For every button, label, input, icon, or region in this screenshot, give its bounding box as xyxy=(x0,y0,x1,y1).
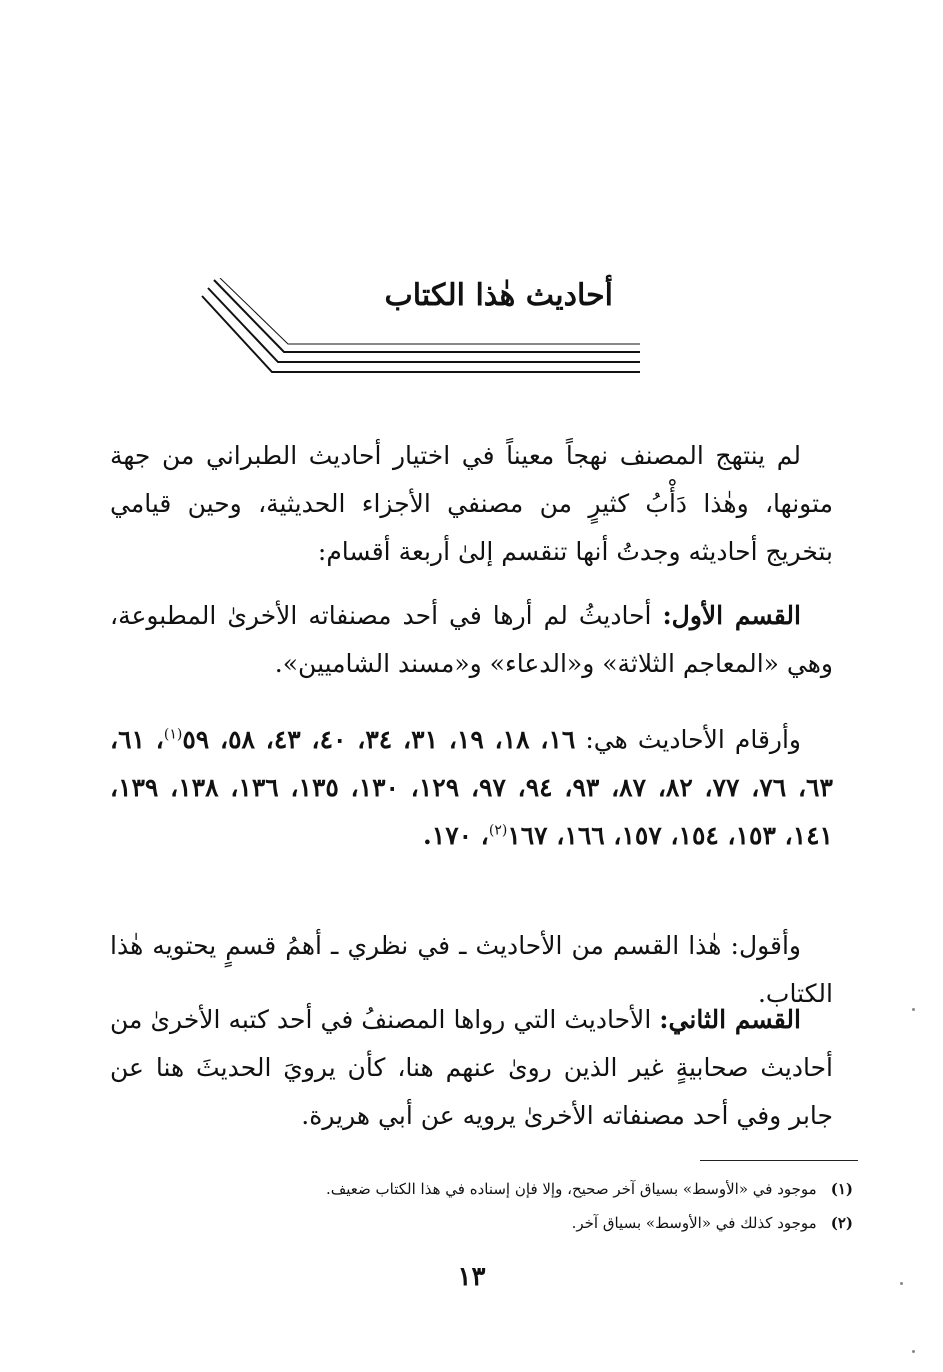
hadith-numbers-list-b: ، ٦١، ٦٣، ٧٦، ٧٧، ٨٢، ٨٧، ٩٣، ٩٤، ٩٧، ١٢٩، ١٣٠، ١٣٥، ١٣٦، ١٣٨، ١٣٩، ١٤١، ١٥٣، ١٥٤، ١٥٧، ١٦٦، ١٦٧ xyxy=(110,725,833,850)
paragraph-hadith-numbers xyxy=(110,716,833,860)
page-number: ١٣ xyxy=(457,1262,486,1292)
footnote-2-marker: (٢) xyxy=(830,1214,853,1232)
footnote-separator xyxy=(700,1160,858,1161)
paragraph-intro xyxy=(110,432,833,576)
footnote-1 xyxy=(150,1172,853,1206)
footnote-1-marker: (١) xyxy=(830,1180,853,1198)
footnote-1-text: موجود في «الأوسط» بسياق آخر صحيح، وإلا فإن إسناده في هذا الكتاب ضعيف. xyxy=(325,1180,817,1198)
paragraph-section-one xyxy=(110,592,833,688)
section-two-text: الأحاديث التي رواها المصنفُ في أحد كتبه الأخرىٰ من أحاديث صحابيةٍ غير الذين روىٰ عنهم هنا، كأن يرويَ الحديثَ هنا عن جابر وفي أحد مصنفاته الأخرىٰ يرويه عن أبي هريرة. xyxy=(110,1005,833,1130)
hadith-numbers-list-a: ١٦، ١٨، ١٩، ٣١، ٣٤، ٤٠، ٤٣، ٥٨، ٥٩ xyxy=(182,725,576,754)
author-note-text: وأقول: هٰذا القسم من الأحاديث ـ في نظري ـ أهمُ قسمٍ يحتويه هٰذا الكتاب. xyxy=(110,931,833,1008)
hadith-numbers-intro: وأرقام الأحاديث هي: xyxy=(575,725,802,754)
paragraph-intro-text: لم ينتهج المصنف نهجاً معيناً في اختيار أحاديث الطبراني من جهة متونها، وهٰذا دَأْبُ كثيرٍ من مصنفي الأجزاء الحديثية، وحين قيامي بتخريج أحاديثه وجدتُ أنها تنقسم إلىٰ أربعة أقسام: xyxy=(110,441,833,566)
section-two-label: القسم الثاني: xyxy=(659,1005,801,1034)
paragraph-section-two xyxy=(110,996,833,1140)
section-one-label: القسم الأول: xyxy=(662,601,801,630)
scan-speck xyxy=(912,1008,915,1011)
scan-speck xyxy=(912,1350,915,1353)
chapter-title: أحاديث هٰذا الكتاب xyxy=(384,278,613,313)
footnote-2 xyxy=(150,1206,853,1240)
footnote-2-text: موجود كذلك في «الأوسط» بسياق آخر. xyxy=(571,1214,817,1232)
footnote-ref-2: (٢) xyxy=(488,822,508,839)
section-one-text: أحاديثُ لم أرها في أحد مصنفاته الأخرىٰ المطبوعة، وهي «المعاجم الثلاثة» و«الدعاء» و«مسند الشاميين». xyxy=(110,601,833,678)
footnote-ref-1: (١) xyxy=(163,726,183,743)
footnotes xyxy=(150,1172,853,1240)
hadith-numbers-list-c: ، ١٧٠. xyxy=(423,821,489,850)
scan-speck xyxy=(900,1282,903,1285)
